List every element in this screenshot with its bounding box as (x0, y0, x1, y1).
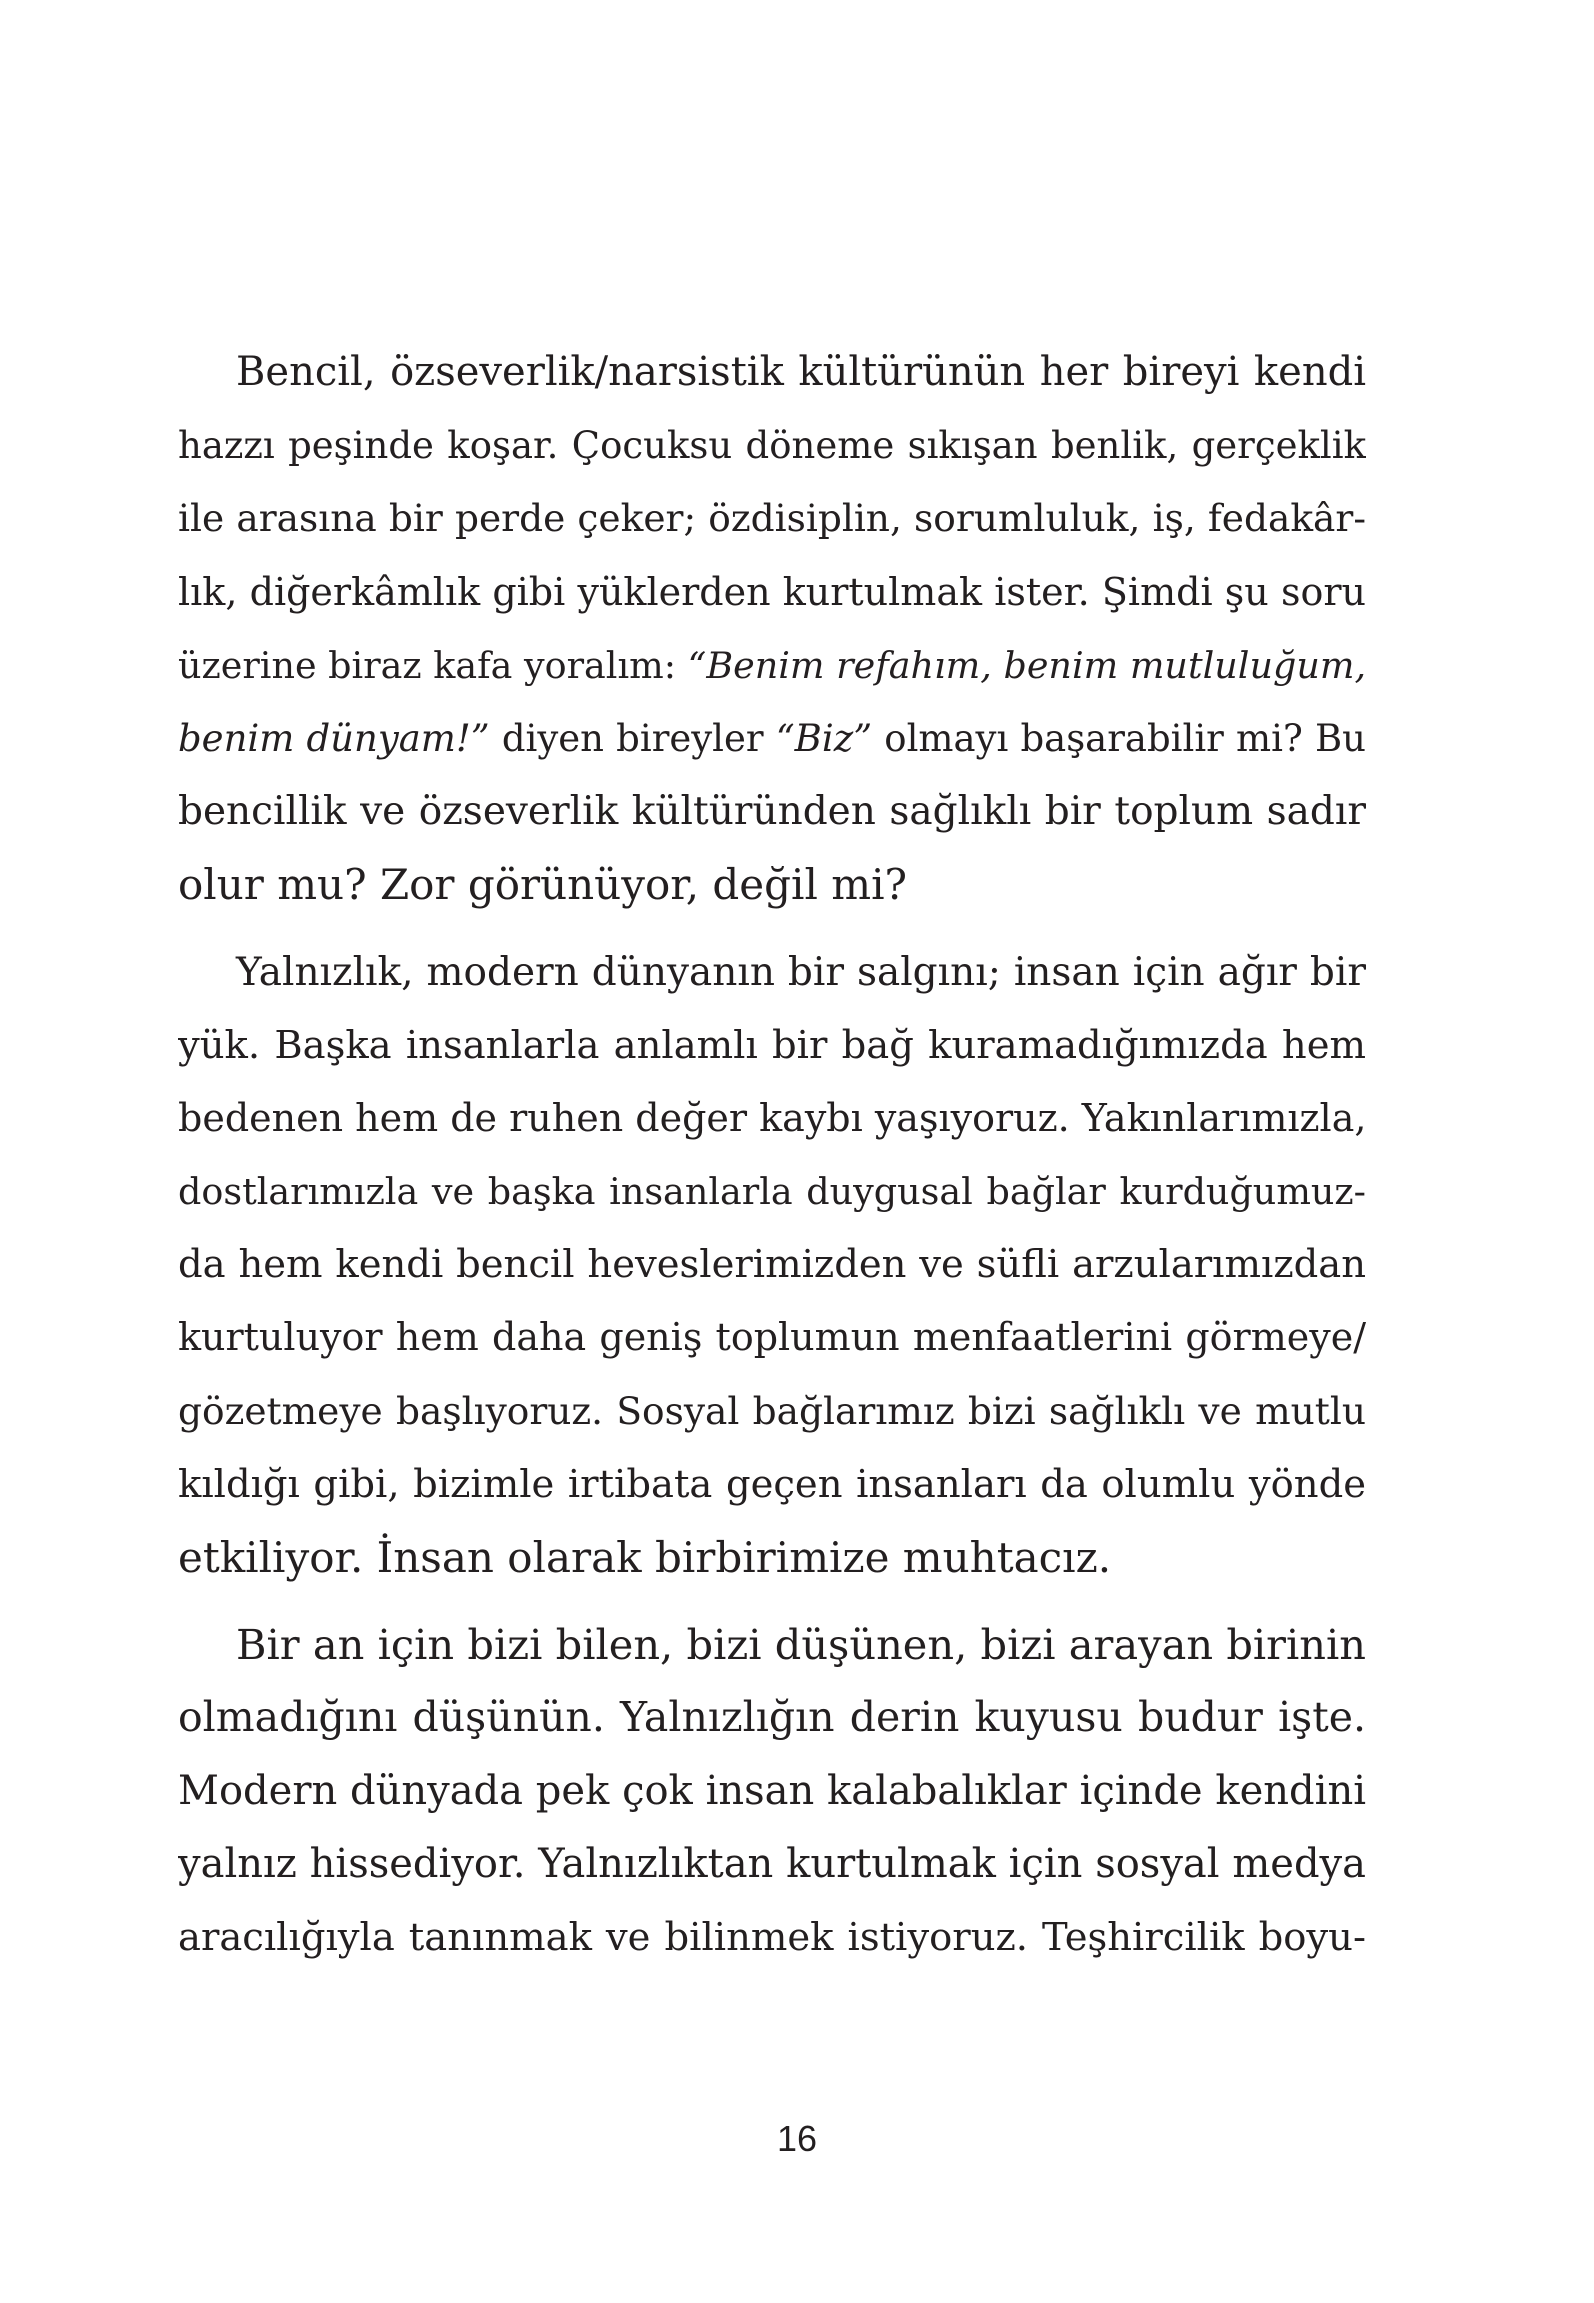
text-run: Bencil, özseverlik/narsistik kültürünün her bireyi kendi (236, 349, 1366, 395)
text-run: Bir an için bizi bilen, bizi düşünen, bizi arayan birinin (236, 1620, 1366, 1670)
text-line (178, 1901, 1366, 1974)
text-line (178, 936, 1366, 1009)
italic-text: “Biz” (775, 716, 873, 760)
text-run: Modern dünyada pek çok insan kalabalıklar içinde kendini (178, 1767, 1366, 1814)
text-run: bedenen hem de ruhen değer kaybı yaşıyoruz. Yakınlarımızla, (178, 1095, 1366, 1140)
text-line (178, 1375, 1366, 1448)
text-line (178, 848, 1366, 921)
text-line (178, 1448, 1366, 1521)
italic-text: benim dünyam!” (178, 716, 490, 760)
text-line (178, 1228, 1366, 1301)
text-run: dostlarımızla ve başka insanlarla duygusal bağlar kurduğumuz- (178, 1170, 1366, 1214)
page-number: 16 (776, 2118, 818, 2159)
text-line (178, 1155, 1366, 1228)
text-line (178, 1608, 1366, 1681)
text-line (178, 1082, 1366, 1155)
text-line (178, 409, 1366, 482)
text-run: ile arasına bir perde çeker; özdisiplin, sorumluluk, iş, fedakâr- (178, 496, 1366, 541)
text-run: üzerine biraz kafa yoralım: (178, 643, 688, 687)
text-line (178, 629, 1366, 702)
text-run: Yalnızlık, modern dünyanın bir salgını; insan için ağır bir (236, 949, 1366, 995)
text-run: yük. Başka insanlarla anlamlı bir bağ kuramadığımızda hem (178, 1022, 1366, 1068)
text-run: olmayı başarabilir mi? Bu (872, 716, 1366, 760)
text-line (178, 702, 1366, 775)
text-run: bencillik ve özseverlik kültüründen sağlıklı bir toplum sadır (178, 789, 1366, 835)
body-text (178, 336, 1366, 1974)
text-line (178, 336, 1366, 409)
text-run: aracılığıyla tanınmak ve bilinmek istiyoruz. Teşhircilik boyu- (178, 1914, 1366, 1960)
text-run: kurtuluyor hem daha geniş toplumun menfaatlerini görmeye/ (178, 1315, 1366, 1360)
text-run: da hem kendi bencil heveslerimizden ve süfli arzularımızdan (178, 1242, 1366, 1288)
text-run: olur mu? Zor görünüyor, değil mi? (178, 860, 908, 910)
text-line (178, 1681, 1366, 1754)
text-run: gözetmeye başlıyoruz. Sosyal bağlarımız bizi sağlıklı ve mutlu (178, 1388, 1366, 1433)
text-line (178, 1301, 1366, 1374)
text-run: kıldığı gibi, bizimle irtibata geçen insanları da olumlu yönde (178, 1461, 1366, 1507)
text-run: olmadığını düşünün. Yalnızlığın derin kuyusu budur işte. (178, 1693, 1366, 1742)
text-run: lık, diğerkâmlık gibi yüklerden kurtulmak ister. Şimdi şu soru (178, 569, 1366, 614)
text-line (178, 556, 1366, 629)
text-run: etkiliyor. İnsan olarak birbirimize muhtacız. (178, 1533, 1112, 1582)
text-run: yalnız hissediyor. Yalnızlıktan kurtulmak için sosyal medya (178, 1840, 1366, 1887)
text-line (178, 1521, 1366, 1594)
text-run: diyen bireyler (489, 716, 776, 760)
text-run: hazzı peşinde koşar. Çocuksu döneme sıkışan benlik, gerçeklik (178, 424, 1366, 468)
text-line (178, 1009, 1366, 1082)
italic-text: “Benim refahım, benim mutluluğum, (687, 643, 1366, 687)
text-line (178, 775, 1366, 848)
text-line (178, 1755, 1366, 1828)
text-line (178, 1828, 1366, 1901)
text-line (178, 482, 1366, 555)
